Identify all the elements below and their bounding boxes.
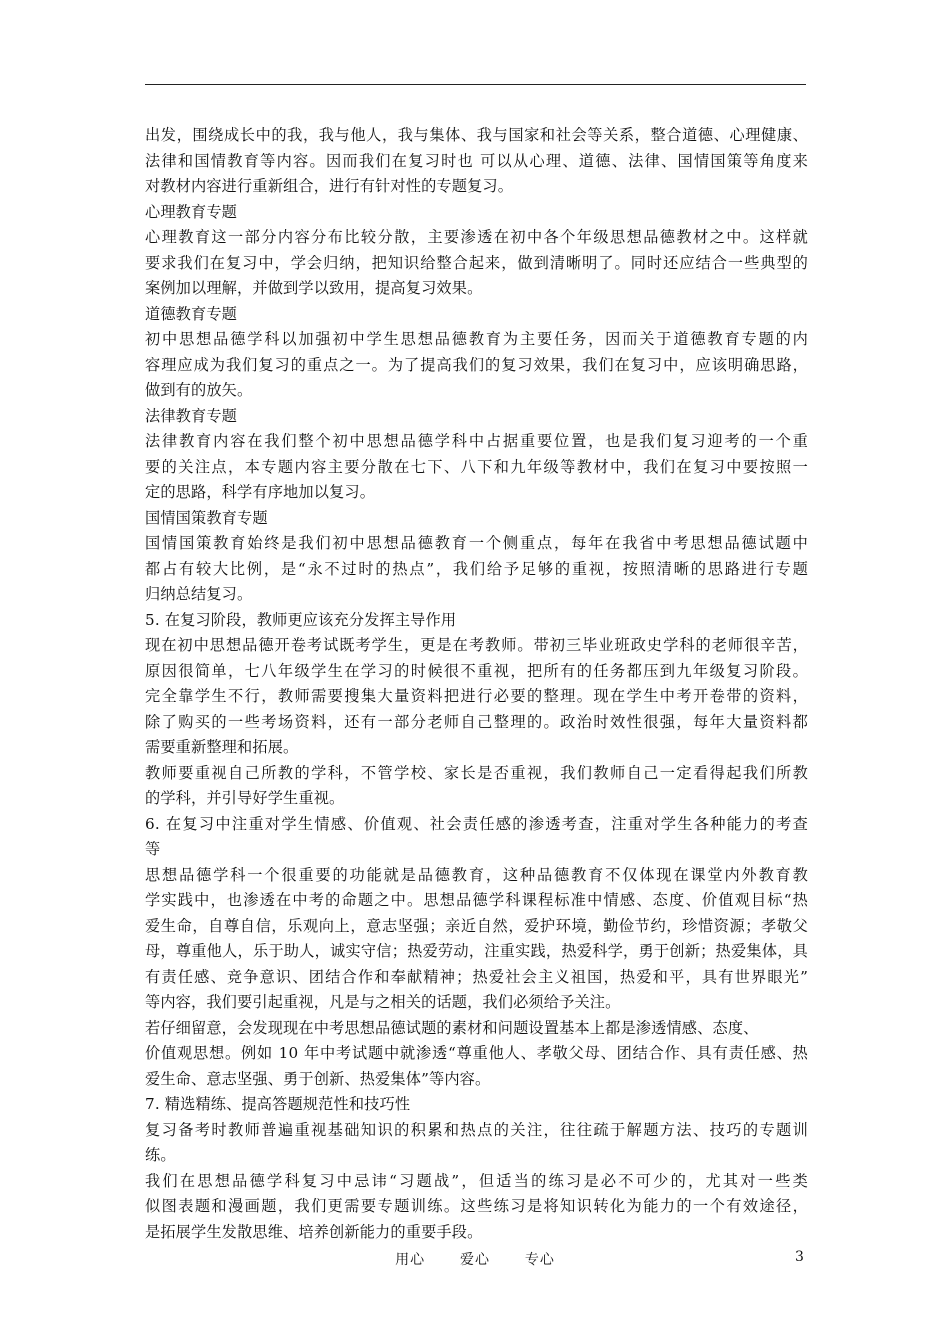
text-line: 法律教育专题 (145, 406, 238, 425)
text-line: 练。 (145, 1146, 176, 1164)
text-line: 原因很简单，七八年级学生在学习的时候很不重视，把所有的任务都压到九年级复习阶段。 (145, 661, 808, 680)
text-line: 心理教育这一部分内容分布比较分散，主要渗透在初中各个年级思想品德教材之中。这样就 (145, 228, 808, 246)
text-line: 5. 在复习阶段，教师更应该充分发挥主导作用 (145, 610, 457, 629)
text-line: 若仔细留意，会发现现在中考思想品德试题的素材和问题设置基本上都是渗透情感、态度、 (145, 1018, 759, 1037)
text-line: 爱生命、意志坚强、勇于创新、热爱集体”等内容。 (145, 1069, 491, 1088)
text-line: 都占有较大比例，是“永不过时的热点”，我们给予足够的重视，按照清晰的思路进行专题 (145, 559, 808, 578)
text-line: 思想品德学科一个很重要的功能就是品德教育，这种品德教育不仅体现在课堂内外教育教 (145, 865, 808, 884)
text-line: 除了购买的一些考场资料，还有一部分老师自己整理的。政治时效性很强，每年大量资料都 (145, 712, 808, 731)
text-line: 爱生命，自尊自信，乐观向上，意志坚强；亲近自然，爱护环境，勤俭节约，珍惜资源；孝敬父 (145, 916, 808, 935)
text-line: 似图表题和漫画题，我们更需要专题训练。这些练习是将知识转化为能力的一个有效途径， (145, 1197, 808, 1215)
text-line: 现在初中思想品德开卷考试既考学生，更是在考教师。带初三毕业班政史学科的老师很辛苦， (145, 636, 808, 654)
text-line: 等 (145, 840, 161, 858)
header-rule (145, 84, 806, 85)
text-line: 做到有的放矢。 (145, 381, 253, 399)
text-line: 教师要重视自己所教的学科，不管学校、家长是否重视，我们教师自己一定看得起我们所教 (145, 763, 808, 782)
text-line: 案例加以理解，并做到学以致用，提高复习效果。 (145, 279, 483, 297)
text-line: 国情国策教育始终是我们初中思想品德教育一个侧重点，每年在我省中考思想品德试题中 (145, 534, 808, 552)
text-line: 心理教育专题 (145, 202, 238, 221)
text-line: 国情国策教育专题 (145, 508, 268, 527)
text-line: 有责任感、竞争意识、团结合作和奉献精神；热爱社会主义祖国，热爱和平，具有世界眼光” (145, 967, 808, 986)
text-line: 的学科，并引导好学生重视。 (145, 789, 345, 807)
text-line: 价值观思想。例如 10 年中考试题中就渗透“尊重他人、孝敬父母、团结合作、具有责任感、热 (145, 1044, 808, 1062)
text-line: 道德教育专题 (145, 304, 238, 323)
text-line: 法律教育内容在我们整个初中思想品德学科中占据重要位置，也是我们复习迎考的一个重 (145, 432, 808, 450)
text-line: 对教材内容进行重新组合，进行有针对性的专题复习。 (145, 177, 514, 195)
text-line: 7. 精选精练、提高答题规范性和技巧性 (145, 1095, 411, 1113)
text-line: 要的关注点，本专题内容主要分散在七下、八下和九年级等教材中，我们在复习中要按照一 (145, 457, 808, 476)
footer-motto: 用心 爱心 专心 (395, 1252, 555, 1268)
text-line: 法律和国情教育等内容。因而我们在复习时也 可以从心理、道德、法律、国情国策等角度来 (145, 151, 808, 170)
text-line: 我们在思想品德学科复习中忌讳“习题战”，但适当的练习是必不可少的，尤其对一些类 (145, 1171, 808, 1190)
text-line: 是拓展学生发散思维、培养创新能力的重要手段。 (145, 1222, 483, 1241)
page-number: 3 (795, 1249, 804, 1265)
text-line: 出发，围绕成长中的我，我与他人，我与集体、我与国家和社会等关系，整合道德、心理健康、 (145, 126, 808, 144)
text-line: 容理应成为我们复习的重点之一。为了提高我们的复习效果，我们在复习中，应该明确思路， (145, 355, 808, 374)
text-line: 初中思想品德学科以加强初中学生思想品德教育为主要任务，因而关于道德教育专题的内 (145, 330, 808, 348)
text-line: 6. 在复习中注重对学生情感、价值观、社会责任感的渗透考查，注重对学生各种能力的考查 (145, 814, 808, 833)
document-body (145, 123, 808, 1245)
text-line: 要求我们在复习中，学会归纳，把知识给整合起来，做到清晰明了。同时还应结合一些典型的 (145, 253, 808, 272)
text-line: 归纳总结复习。 (145, 585, 253, 603)
text-line: 等内容，我们要引起重视，凡是与之相关的话题，我们必须给予关注。 (145, 993, 621, 1011)
text-line: 复习备考时教师普遍重视基础知识的积累和热点的关注，往往疏于解题方法、技巧的专题训 (145, 1120, 808, 1139)
text-line: 完全靠学生不行，教师需要搜集大量资料把进行必要的整理。现在学生中考开卷带的资料， (145, 687, 808, 705)
text-line: 定的思路，科学有序地加以复习。 (145, 483, 376, 501)
text-line: 学实践中，也渗透在中考的命题之中。思想品德学科课程标准中情感、态度、价值观目标“热 (145, 891, 808, 909)
text-line: 需要重新整理和拓展。 (145, 738, 299, 756)
text-line: 母，尊重他人，乐于助人，诚实守信；热爱劳动，注重实践，热爱科学，勇于创新；热爱集体，具 (145, 942, 808, 960)
